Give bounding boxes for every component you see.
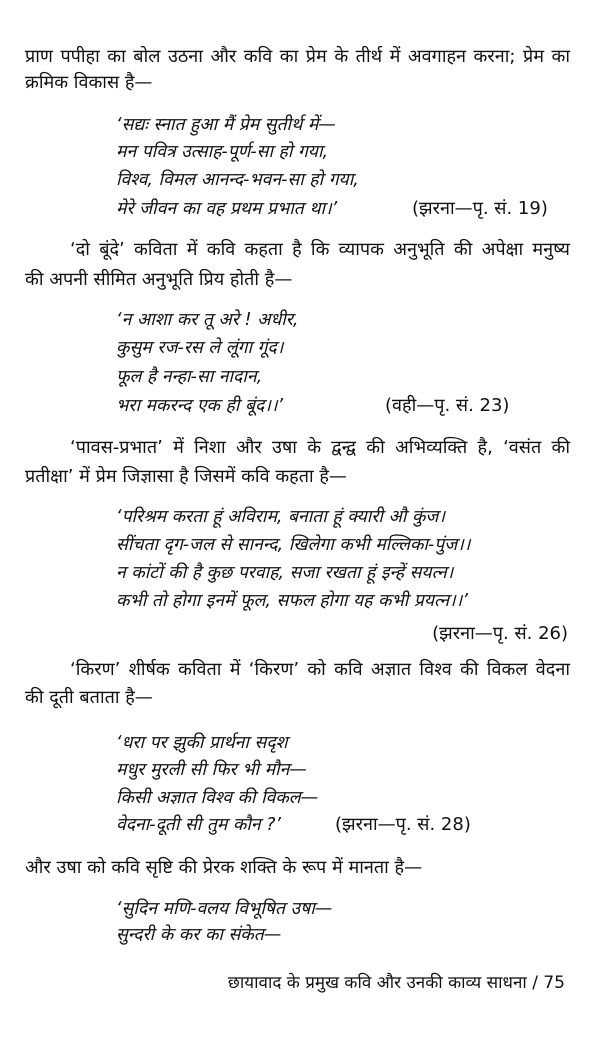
verse-line: मन पवित्र उत्साह-पूर्ण-सा हो गया, xyxy=(116,142,329,162)
verse-line: मेरे जीवन का वह प्रथम प्रभात था।’ xyxy=(116,199,338,219)
citation: (झरना—पृ. सं. 19) xyxy=(412,198,548,219)
verse-line: ‘सद्यः स्नात हुआ मैं प्रेम सुतीर्थ में— xyxy=(116,115,336,135)
footer-separator: / xyxy=(532,973,538,993)
paragraph-line: प्राण पपीहा का बोल उठना और कवि का प्रेम के तीर्थ में अवगाहन करना; प्रेम का xyxy=(25,46,570,67)
verse-line: ‘न आशा कर तू अरे ! अधीर, xyxy=(116,310,299,330)
paragraph-line: ‘किरण’ शीर्षक कविता में ‘किरण’ को कवि अज्ञात विश्व की विकल वेदना xyxy=(70,659,570,680)
verse-line: ‘सुदिन मणि-वलय विभूषित उषा— xyxy=(116,899,333,919)
citation: (झरना—पृ. सं. 26) xyxy=(432,623,568,644)
paragraph-line: प्रतीक्षा’ में प्रेम जिज्ञासा है जिसमें कवि कहता है— xyxy=(25,466,347,487)
verse-line: न कांटों की है कुछ परवाह, सजा रखता हूं इन्हें सयत्न। xyxy=(116,563,454,583)
paragraph-line: की अपनी सीमित अनुभूति प्रिय होती है— xyxy=(25,269,293,290)
verse-line: फूल है नन्हा-सा नादान, xyxy=(116,367,263,387)
verse-line: किसी अज्ञात विश्व की विकल— xyxy=(116,788,319,808)
verse-line: कभी तो होगा इनमें फूल, सफल होगा यह कभी प्रयत्न।।’ xyxy=(116,591,468,611)
verse-line: वेदना-दूती सी तुम कौन ?’ xyxy=(116,815,281,835)
verse-line: सुन्दरी के कर का संकेत— xyxy=(116,925,282,945)
verse-line: ‘परिश्रम करता हूं अविराम, बनाता हूं क्यारी औ कुंज। xyxy=(116,507,446,527)
verse-line: सींचता दृग-जल से सानन्द, खिलेगा कभी मल्लिका-पुंज।। xyxy=(116,535,471,555)
paragraph-line: की दूती बताता है— xyxy=(25,687,153,708)
citation: (झरना—पृ. सं. 28) xyxy=(335,814,471,835)
citation: (वही—पृ. सं. 23) xyxy=(385,395,510,416)
verse-line: कुसुम रज-रस ले लूंगा गूंद। xyxy=(116,338,284,358)
paragraph-line: ‘दो बूंदे’ कविता में कवि कहता है कि व्यापक अनुभूति की अपेक्षा मनुष्य xyxy=(70,239,570,260)
page-number: 75 xyxy=(543,973,565,993)
page-footer xyxy=(228,970,565,996)
paragraph-line: क्रमिक विकास है— xyxy=(25,72,153,93)
paragraph-line: और उषा को कवि सृष्टि की प्रेरक शक्ति के रूप में मानता है— xyxy=(25,857,423,878)
running-title: छायावाद के प्रमुख कवि और उनकी काव्य साधना xyxy=(227,973,527,993)
verse-line: ‘धरा पर झुकी प्रार्थना सदृश xyxy=(116,733,288,753)
paragraph-line: ‘पावस-प्रभात’ में निशा और उषा के द्वन्द्व की अभिव्यक्ति है, ‘वसंत की xyxy=(70,437,570,458)
verse-line: भरा मकरन्द एक ही बूंद।।’ xyxy=(116,396,284,416)
verse-line: विश्व, विमल आनन्द-भवन-सा हो गया, xyxy=(116,170,359,190)
verse-line: मधुर मुरली सी फिर भी मौन— xyxy=(116,760,307,780)
